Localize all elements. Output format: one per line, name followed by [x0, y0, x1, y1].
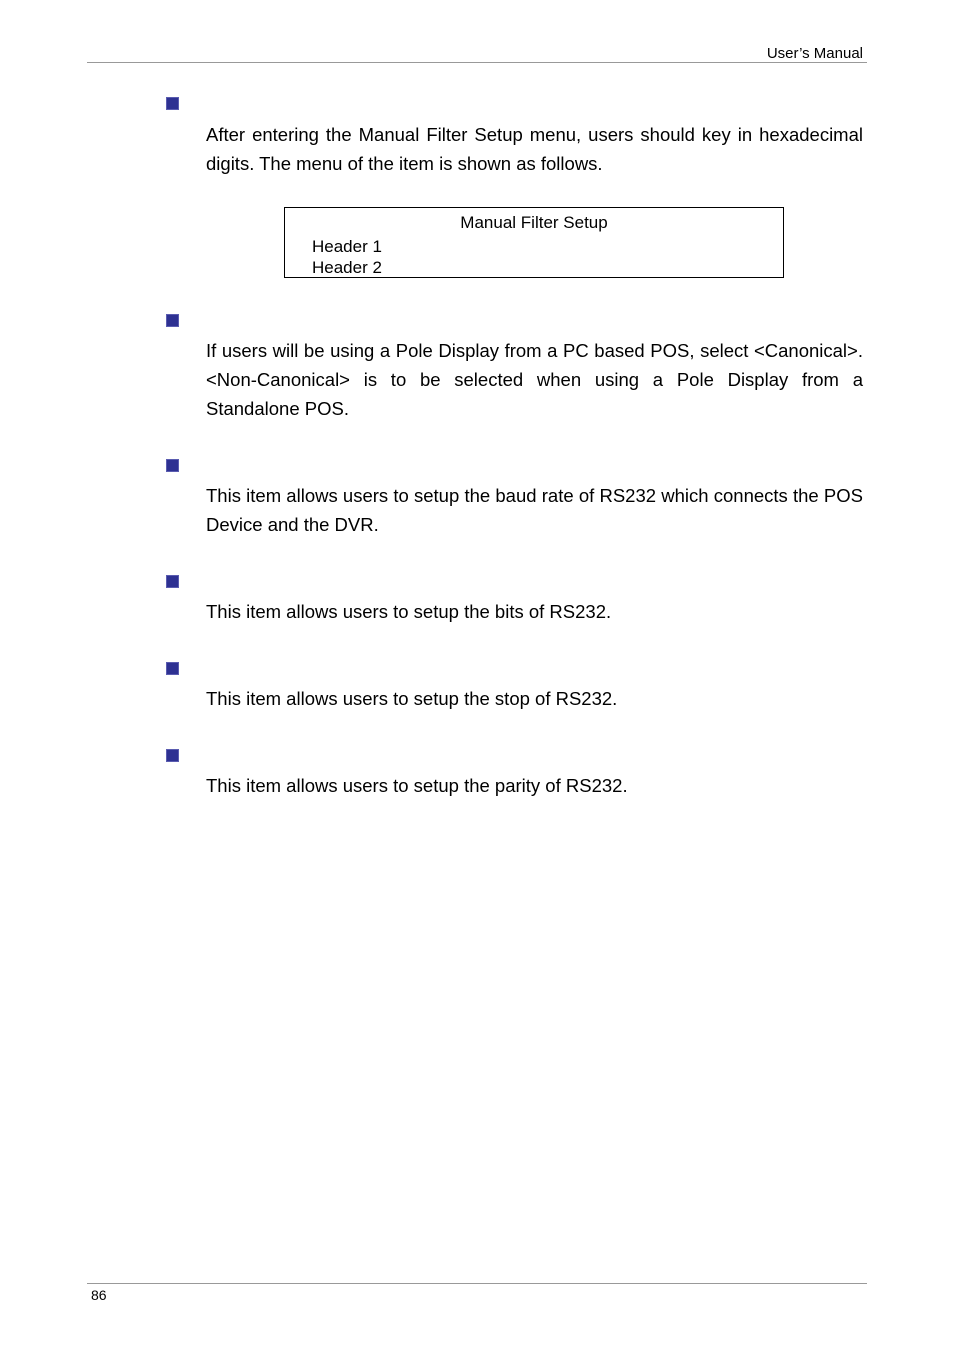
header-rule — [87, 62, 867, 63]
bullet-square-icon — [166, 749, 179, 762]
page-number: 86 — [91, 1287, 107, 1303]
bullet-square-icon — [166, 459, 179, 472]
menu-title: Manual Filter Setup — [460, 213, 608, 232]
manual-filter-setup-menu — [284, 207, 784, 278]
footer-rule — [87, 1283, 867, 1284]
menu-row-header-1: Header 1 — [312, 237, 382, 256]
bullet-square-icon — [166, 575, 179, 588]
menu-row-header-2: Header 2 — [312, 258, 382, 277]
bullet-square-icon — [166, 662, 179, 675]
paragraph-manual-filter: After entering the Manual Filter Setup menu, users should key in hexadecimal digits. The menu of the item is shown as follows. — [206, 124, 863, 174]
paragraph-parity: This item allows users to setup the parity of RS232. — [206, 775, 628, 796]
paragraph-bits: This item allows users to setup the bits of RS232. — [206, 601, 612, 622]
running-header: User’s Manual — [766, 45, 863, 62]
bullet-square-icon — [166, 97, 179, 110]
paragraph-baud-rate: This item allows users to setup the baud rate of RS232 which connects the POS Device and the DVR. — [206, 485, 863, 535]
paragraph-pole-display: If users will be using a Pole Display from a PC based POS, select <Canonical>. <Non-Canonical> is to be selected when using a Pole Display from a Standalone POS. — [206, 340, 863, 419]
bullet-square-icon — [166, 314, 179, 327]
paragraph-stop: This item allows users to setup the stop of RS232. — [206, 688, 618, 709]
